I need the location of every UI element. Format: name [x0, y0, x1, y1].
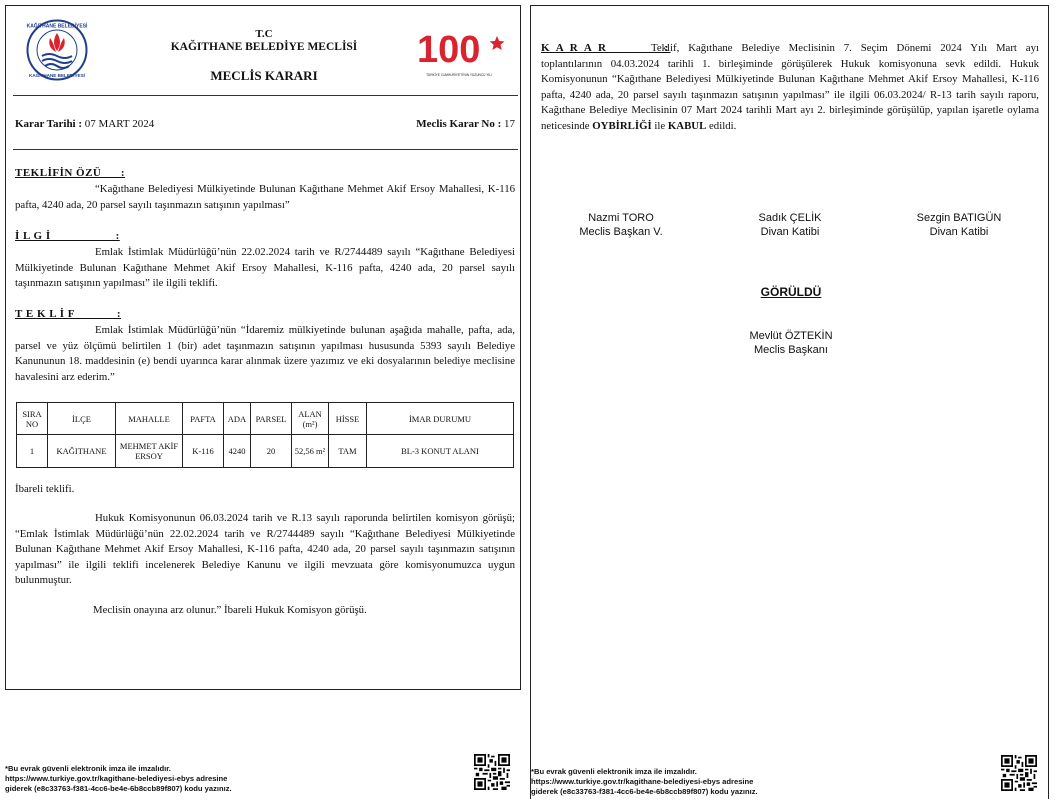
- table-cell: MEHMET AKİF ERSOY: [116, 435, 183, 468]
- decision-page-right: [530, 5, 1049, 799]
- table-row: [17, 435, 514, 468]
- header-tc: T.C: [255, 28, 273, 40]
- ibareli-text: İbareli teklifi.: [15, 483, 75, 495]
- table-header: PARSEL: [251, 403, 292, 435]
- table-cell: BL-3 KONUT ALANI: [367, 435, 514, 468]
- header-divider: [13, 95, 518, 96]
- decision-meta-row: [15, 118, 515, 130]
- svg-text:TÜRKİYE CUMHURİYETİ'NİN YÜZÜNC: TÜRKİYE CUMHURİYETİ'NİN YÜZÜNCÜ YILI: [426, 73, 492, 77]
- table-header-row: [17, 403, 514, 435]
- decision-page-left: [5, 5, 521, 690]
- decision-date: Karar Tarihi : 07 MART 2024: [15, 118, 155, 130]
- signature-block: Nazmi TORO Meclis Başkan V.: [579, 212, 663, 238]
- svg-text:KAĞITHANE BELEDİYESİ: KAĞITHANE BELEDİYESİ: [26, 23, 88, 30]
- table-header: ADA: [224, 403, 251, 435]
- section-title-ozu: TEKLİFİN ÖZÜ :: [15, 167, 126, 179]
- table-header: HİSSE: [329, 403, 367, 435]
- table-cell: 20: [251, 435, 292, 468]
- commission-opinion: Hukuk Komisyonunun 06.03.2024 tarih ve R.13 sayılı raporunda belirtilen komisyon görüşü; “Emlak İstimlak Müdürlüğü’nün 22.02.2024 tarih ve R/2744489 sayılı “Kağıthane Belediyesi Mülkiyetinde Bulunan Kağıthane Mehmet Akif Ersoy Mahallesi, K-116 pafta, 4240 ada, 20 parsel sayılı taşınmazın satışının yapılması” ile ilgili teklifi incelenerek Belediye Kanunu ve ilgili mevzuata göre komisyonumuzca uygun bulunmuştur.: [15, 512, 515, 586]
- e-signature-notice-left: *Bu evrak güvenli elektronik imza ile imzalıdır. https://www.turkiye.gov.tr/kagithane-belediyesi-ebys adresine giderek (e8c33763-f381-4cc6-be4e-6b8ccb89f807) kodu yazınız.: [5, 764, 275, 794]
- table-header: İLÇE: [48, 403, 116, 435]
- section-text-ilgi: Emlak İstimlak Müdürlüğü’nün 22.02.2024 tarih ve R/2744489 sayılı “Kağıthane Belediyesi Mülkiyetinde Bulunan Kağıthane Mehmet Akif Ersoy Mahallesi, K-116 pafta, 4240 ada, 20 parsel sayılı taşınmazın satışının yapılması” ile ilgili teklifi.: [15, 246, 515, 289]
- municipality-logo: [26, 19, 88, 81]
- table-header: MAHALLE: [116, 403, 183, 435]
- section-text-teklif: Emlak İstimlak Müdürlüğü’nün “İdaremiz mülkiyetinde bulunan aşağıda mahalle, pafta, ada, parsel ve yüz ölçümü belirtilen 1 (bir) adet taşınmazın satışının yapılması hususunda 5393 sayılı Belediye Kanununun 18. maddesinin (e) bendi uyarınca karar alınmak üzere yazımız ve eki dosyalarının belediye meclisine havalesini arz ederim.”: [15, 324, 515, 383]
- approval-request: Meclisin onayına arz olunur.” İbareli Hukuk Komisyon görüşü.: [93, 604, 367, 616]
- header-council: KAĞITHANE BELEDİYE MECLİSİ: [170, 41, 358, 53]
- svg-text:100: 100: [417, 29, 481, 71]
- page-title: MECLİS KARARI: [210, 68, 318, 83]
- signature-block: Sadık ÇELİK Divan Katibi: [758, 212, 822, 238]
- qr-code-icon[interactable]: [1001, 755, 1037, 791]
- table-header: PAFTA: [183, 403, 224, 435]
- e-signature-notice-right: *Bu evrak güvenli elektronik imza ile imzalıdır. https://www.turkiye.gov.tr/kagithane-belediyesi-ebys adresine giderek (e8c33763-f381-4cc6-be4e-6b8ccb89f807) kodu yazınız.: [531, 767, 801, 797]
- table-header: SIRA NO: [17, 403, 48, 435]
- karar-title: K A R A R :: [541, 42, 671, 54]
- table-cell: 52,56 m²: [292, 435, 329, 468]
- verification-link[interactable]: https://www.turkiye.gov.tr/kagithane-belediyesi-ebys adresine: [531, 777, 754, 786]
- table-cell: TAM: [329, 435, 367, 468]
- karar-text: Teklif, Kağıthane Belediye Meclisinin 7. Seçim Dönemi 2024 Yılı Mart ayı toplantılarının 04.03.2024 tarihli 1. birleşiminde görüşülerek Hukuk komisyonuna sevk edildi. Hukuk Komisyonunun “Kağıthane Belediyesi Mülkiyetinde Bulunan Kağıthane Mehmet Akif Ersoy Mahallesi, K-116 pafta, 4240 ada, 20 parsel sayılı taşınmazın satışının yapılması” ile ilgili 06.03.2024/ R-13 tarih sayılı raporu, Kağıthane Belediye Meclisinin 07 Mart 2024 tarihli Mart ayı 2. birleşiminde görüşülüp, yapılan işaretle oylama neticesinde OYBİRLİĞİ ile KABUL edildi.: [541, 42, 1039, 132]
- property-table: [16, 402, 514, 468]
- section-text-ozu: “Kağıthane Belediyesi Mülkiyetinde Bulunan Kağıthane Mehmet Akif Ersoy Mahallesi, K-116 pafta, 4240 ada, 20 parsel sayılı taşınmazın satışının yapılması”: [15, 183, 515, 211]
- meta-divider: [13, 149, 518, 150]
- table-cell: 1: [17, 435, 48, 468]
- mayor-signature: Mevlüt ÖZTEKİN Meclis Başkanı: [749, 330, 833, 356]
- table-cell: 4240: [224, 435, 251, 468]
- republic-centennial-logo: [415, 26, 505, 80]
- section-title-ilgi: İ L G İ :: [15, 230, 120, 242]
- svg-text:KAĞITHANE BELEDİYESİ: KAĞITHANE BELEDİYESİ: [29, 73, 85, 78]
- verification-link[interactable]: https://www.turkiye.gov.tr/kagithane-belediyesi-ebys adresine: [5, 774, 228, 783]
- table-header: ALAN (m²): [292, 403, 329, 435]
- table-cell: K-116: [183, 435, 224, 468]
- decision-number: Meclis Karar No : 17: [416, 118, 515, 130]
- qr-code-icon[interactable]: [474, 754, 510, 790]
- section-title-teklif: T E K L İ F :: [15, 308, 122, 320]
- table-cell: KAĞITHANE: [48, 435, 116, 468]
- approval-title: GÖRÜLDÜ: [760, 285, 822, 299]
- table-header: İMAR DURUMU: [367, 403, 514, 435]
- signature-block: Sezgin BATIGÜN Divan Katibi: [916, 212, 1002, 238]
